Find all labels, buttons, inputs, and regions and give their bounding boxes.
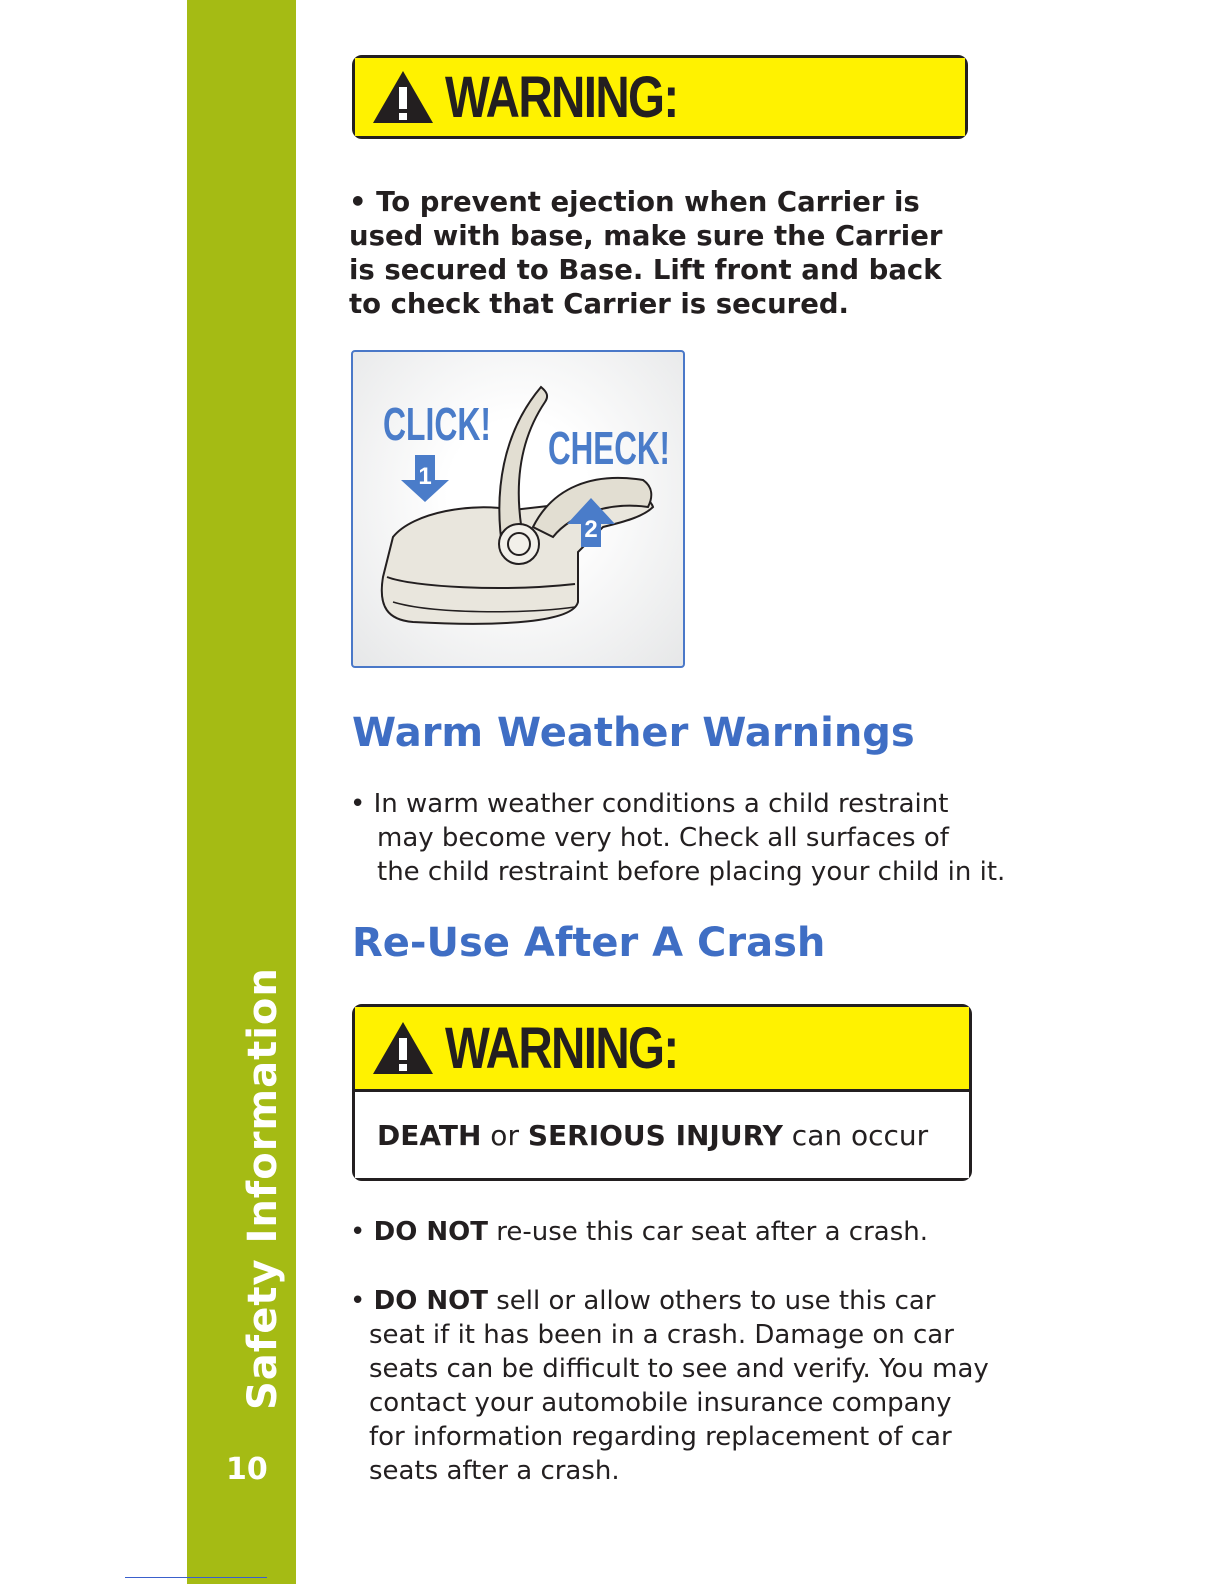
ejection-line: used with base, make sure the Carrier [349,220,943,252]
ejection-line: • To prevent ejection when Carrier is [349,186,920,218]
step-1-number: 1 [418,463,432,490]
do-not-text: DO NOT [373,1217,488,1247]
warning-consequence [355,1089,969,1178]
warning-label: WARNING: [445,64,678,130]
can-occur-text: can occur [782,1118,929,1152]
ejection-line: is secured to Base. Lift front and back [349,254,942,286]
serious-injury-text: SERIOUS INJURY [527,1118,783,1152]
reuse-bullet-1: • DO NOT re-use this car seat after a crash. [350,1217,928,1247]
warning-banner-crash [352,1004,972,1181]
bullet-2-line: for information regarding replacement of car [369,1422,952,1452]
footer-rule [125,1577,267,1578]
bullet-2-line: contact your automobile insurance company [369,1388,952,1418]
click-check-illustration [351,350,685,668]
or-text: or [481,1118,528,1152]
click-label: CLICK! [383,398,491,450]
warning-banner-top [352,55,968,139]
warm-weather-heading: Warm Weather Warnings [352,710,915,756]
reuse-bullet-1-rest: re-use this car seat after a crash. [487,1217,928,1247]
ejection-line: to check that Carrier is secured. [349,288,849,320]
warm-weather-text [350,787,1005,889]
warm-line: • In warm weather conditions a child restraint [350,789,949,819]
page-number: 10 [226,1452,268,1487]
bullet-2-line: seats after a crash. [369,1456,620,1486]
death-text: DEATH [377,1118,482,1152]
warning-label: WARNING: [445,1015,678,1081]
section-title: Safety Information [240,967,286,1410]
warning-triangle-icon [371,69,435,125]
bullet-2-line: seat if it has been in a crash. Damage on car [369,1320,954,1350]
car-seat-illustration [353,352,683,666]
reuse-bullet-2: • DO NOT sell or allow others to use this car seat if it has been in a crash. Damage on car seats can be difficult to see and verify. You may contact your automobile insurance company for information regarding replacement of car seats after a crash. [350,1286,989,1486]
step-2-number: 2 [584,516,598,543]
reuse-heading: Re-Use After A Crash [352,920,826,966]
warm-line: may become very hot. Check all surfaces of [377,823,949,853]
do-not-text: DO NOT [373,1286,488,1316]
bullet-2-line: seats can be difficult to see and verify. You may [369,1354,989,1384]
warm-line: the child restraint before placing your child in it. [377,857,1006,887]
warning-triangle-icon [371,1020,435,1076]
reuse-bullet-2-rest: sell or allow others to use this car [487,1286,936,1316]
ejection-warning-text [349,185,969,321]
check-label: CHECK! [548,422,670,474]
